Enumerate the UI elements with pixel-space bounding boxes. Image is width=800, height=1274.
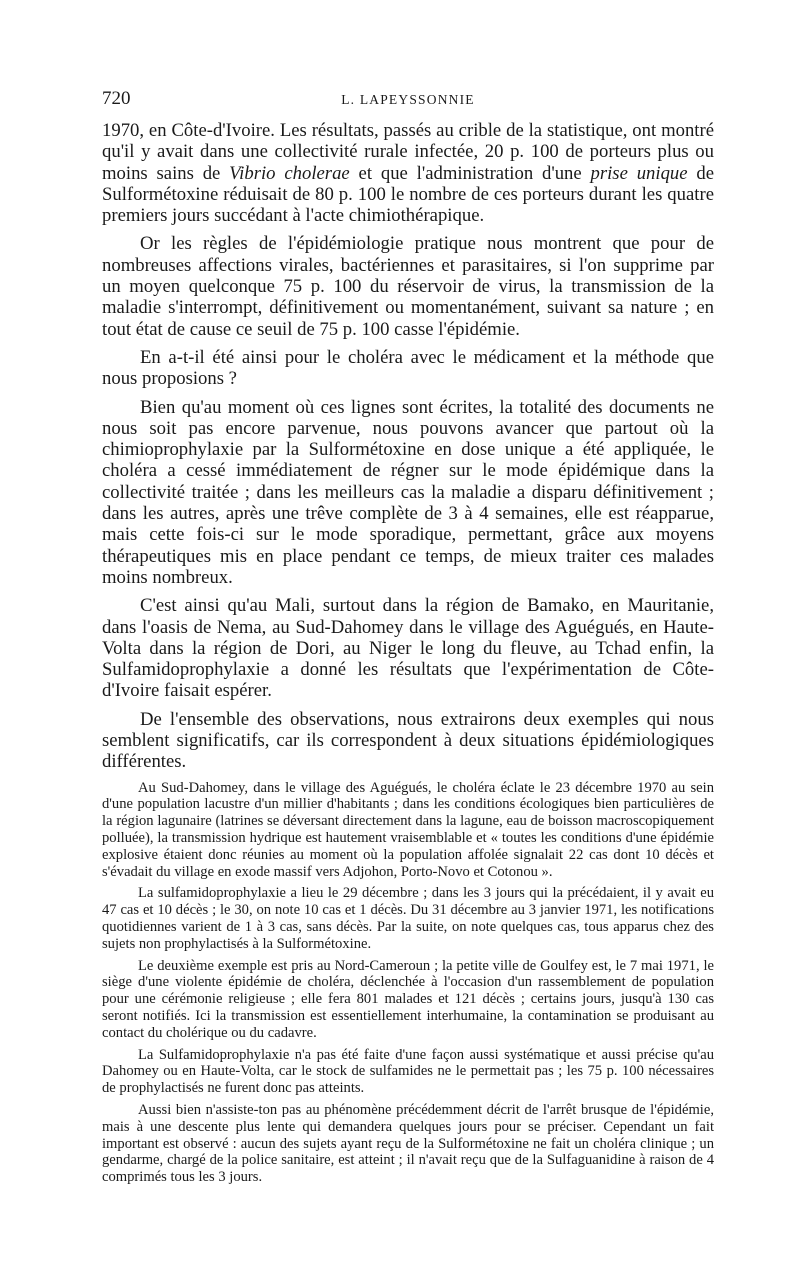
running-title: L. LAPEYSSONNIE: [341, 92, 475, 107]
paragraph: Bien qu'au moment où ces lignes sont écrites, la totalité des documents ne nous soit pas encore parvenue, nous pouvons avancer que partout où la chimioprophylaxie par la Sulformétoxine en dose unique a été appliquée, le choléra a cessé immédiatement de régner sur le mode épidémique dans la collectivité traitée ; dans les meilleurs cas la maladie a disparu définitivement ; dans les autres, après une trêve complète de 3 à 4 semaines, elle est réapparue, mais cette fois-ci sur le mode sporadique, permettant, grâce aux moyens thérapeutiques mis en place pendant ce temps, de mieux traiter ces malades moins nombreux.: [102, 396, 714, 588]
case-reports: [102, 780, 714, 1186]
paragraph: De l'ensemble des observations, nous extrairons deux exemples qui nous semblent significatifs, car ils correspondent à deux situations épidémiologiques différentes.: [102, 708, 714, 773]
small-paragraph: La sulfamidoprophylaxie a lieu le 29 décembre ; dans les 3 jours qui la précédaient, il y avait eu 47 cas et 10 décès ; le 30, on note 10 cas et 1 décès. Du 31 décembre au 3 janvier 1971, les notifications quotidiennes varient de 1 à 3 cas, sans décès. Par la suite, on note quelques cas, tous apparus chez des sujets non prophylactisés à la Sulformétoxine.: [102, 885, 714, 952]
small-paragraph: Au Sud-Dahomey, dans le village des Aguégués, le choléra éclate le 23 décembre 1970 au sein d'une population lacustre d'un millier d'habitants ; dans les conditions écologiques bien particulières de la région lagunaire (latrines se déversant directement dans la lagune, eau de boisson macroscopiquement polluée), la transmission hydrique est hautement vraisemblable et « toutes les conditions d'une épidémie explosive étaient donc réunies au moment où la population affolée signalait 22 cas dont 10 décès et s'évadait du village en exode massif vers Adjohon, Porto-Novo et Cotonou ».: [102, 779, 714, 880]
main-text: [102, 120, 714, 773]
small-paragraph: La Sulfamidoprophylaxie n'a pas été faite d'une façon aussi systématique et aussi précise qu'au Dahomey ou en Haute-Volta, car le stock de sulfamides ne le permettait pas ; les 75 p. 100 nécessaires de prophylactisés ne furent donc pas atteints.: [102, 1046, 714, 1097]
italic-term: prise unique: [590, 162, 688, 184]
page-number: 720: [102, 88, 131, 109]
paragraph: Or les règles de l'épidémiologie pratique nous montrent que pour de nombreuses affections virales, bactériennes et parasitaires, si l'on supprime par un moyen quelconque 75 p. 100 du réservoir de virus, la transmission de la maladie s'interrompt, définitivement ou momentanément, suivant sa nature ; en tout état de cause ce seuil de 75 p. 100 casse l'épidémie.: [102, 233, 714, 340]
paragraph: En a-t-il été ainsi pour le choléra avec le médicament et la méthode que nous proposions ?: [102, 346, 714, 390]
paragraph: 1970, en Côte-d'Ivoire. Les résultats, passés au crible de la statistique, ont montré qu'il y avait dans une collectivité rurale infectée, 20 p. 100 de porteurs plus ou moins sains de Vibrio cholerae et que l'administration d'une prise unique de Sulformétoxine réduisait de 80 p. 100 le nombre de ces porteurs durant les quatre premiers jours succédant à l'acte chimiothérapique.: [102, 120, 715, 227]
italic-term: Vibrio cholerae: [229, 162, 350, 184]
small-paragraph: Aussi bien n'assiste-ton pas au phénomène précédemment décrit de l'arrêt brusque de l'épidémie, mais à une descente plus lente qui demandera quelques jours pour se préciser. Cependant un fait important est observé : aucun des sujets ayant reçu de la Sulformétoxine ne fait un choléra clinique ; un gendarme, chargé de la police sanitaire, est atteint ; il n'avait reçu que de la Sulfaguanidine à raison de 4 comprimés tous les 3 jours.: [102, 1101, 714, 1186]
running-header: [102, 88, 714, 114]
document-page: [102, 88, 714, 1186]
small-paragraph: Le deuxième exemple est pris au Nord-Cameroun ; la petite ville de Goulfey est, le 7 mai 1971, le siège d'une violente épidémie de choléra, déclenchée à l'occasion d'un rassemblement de population pour une cérémonie religieuse ; elle fera 801 malades et 121 décès ; certains jours, jusqu'à 130 cas seront notifiés. Ici la transmission est essentiellement interhumaine, la contamination se produisant au contact du cholérique ou du cadavre.: [102, 957, 714, 1041]
paragraph: C'est ainsi qu'au Mali, surtout dans la région de Bamako, en Mauritanie, dans l'oasis de Nema, au Sud-Dahomey dans le village des Aguégués, en Haute-Volta dans la région de Dori, au Niger le long du fleuve, au Tchad enfin, la Sulfamidoprophylaxie a donné les résultats que l'expérimentation de Côte-d'Ivoire faisait espérer.: [102, 595, 714, 702]
